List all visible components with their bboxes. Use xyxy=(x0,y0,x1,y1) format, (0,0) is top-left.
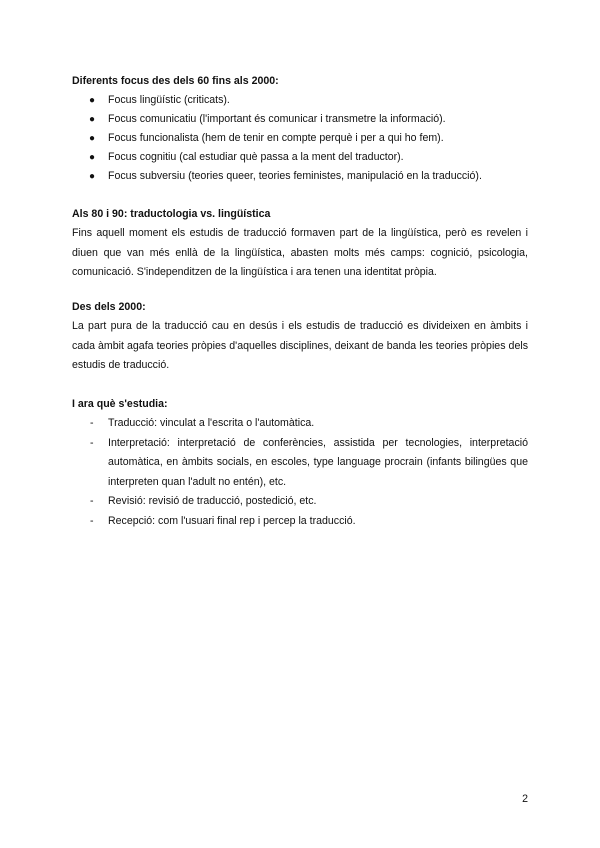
focus-list xyxy=(72,91,528,186)
list-item xyxy=(72,492,528,512)
list-item xyxy=(72,167,528,186)
list-item-text: Revisió: revisió de traducció, postedició, etc. xyxy=(108,495,317,507)
list-item xyxy=(72,512,528,532)
bullet-icon: ● xyxy=(89,152,96,163)
section-focus xyxy=(72,72,528,186)
section-heading: I ara què s'estudia: xyxy=(72,398,168,410)
section-paragraph: Fins aquell moment els estudis de traducció formaven part de la lingüística, però es revelen i diuen que van més enllà de la lingüística, abasten molts més camps: cognició, psicologia, comunicació. S'independitzen de la lingüística i ara tenen una identitat pròpia. xyxy=(72,227,528,278)
section-since-2000 xyxy=(72,298,528,376)
list-item-text: Focus funcionalista (hem de tenir en compte perquè i per a qui ho fem). xyxy=(108,132,444,144)
dash-icon: - xyxy=(90,495,94,507)
bullet-icon: ● xyxy=(89,171,96,182)
section-heading: Diferents focus des dels 60 fins als 2000: xyxy=(72,75,279,87)
list-item-text: Focus comunicatiu (l'important és comunicar i transmetre la informació). xyxy=(108,113,446,125)
page-number: 2 xyxy=(522,793,528,805)
list-item-text: Traducció: vinculat a l'escrita o l'automàtica. xyxy=(108,417,315,429)
now-list xyxy=(72,414,528,531)
section-heading: Als 80 i 90: traductologia vs. lingüística xyxy=(72,208,271,220)
list-item-text: Focus lingüístic (criticats). xyxy=(108,94,230,106)
dash-icon: - xyxy=(90,514,94,527)
list-item xyxy=(72,434,528,493)
list-item xyxy=(72,110,528,129)
list-item xyxy=(72,129,528,148)
section-eighties xyxy=(72,205,528,283)
list-item-text: Focus subversiu (teories queer, teories feministes, manipulació en la traducció). xyxy=(108,170,482,182)
dash-icon: - xyxy=(90,436,94,449)
list-item-text: Focus cognitiu (cal estudiar què passa a la ment del traductor). xyxy=(108,151,404,163)
bullet-icon: ● xyxy=(89,133,96,144)
section-now xyxy=(72,395,528,531)
list-item xyxy=(72,91,528,110)
bullet-icon: ● xyxy=(89,114,96,125)
list-item-text: Recepció: com l'usuari final rep i percep la traducció. xyxy=(108,514,356,527)
dash-icon: - xyxy=(90,417,94,429)
list-item xyxy=(72,148,528,167)
section-heading: Des dels 2000: xyxy=(72,301,146,313)
list-item xyxy=(72,414,528,434)
section-paragraph: La part pura de la traducció cau en desús i els estudis de traducció es divideixen en àmbits i cada àmbit agafa teories pròpies d'aquelles disciplines, deixant de banda les teories pròpies dels estudis de traducció. xyxy=(72,320,528,371)
bullet-icon: ● xyxy=(89,95,96,106)
list-item-text: Interpretació: interpretació de conferències, assistida per tecnologies, interpretació automàtica, en àmbits socials, en escoles, type language procrain (infants bilingües que interpreten quan l'adult no entén), etc. xyxy=(108,436,528,488)
